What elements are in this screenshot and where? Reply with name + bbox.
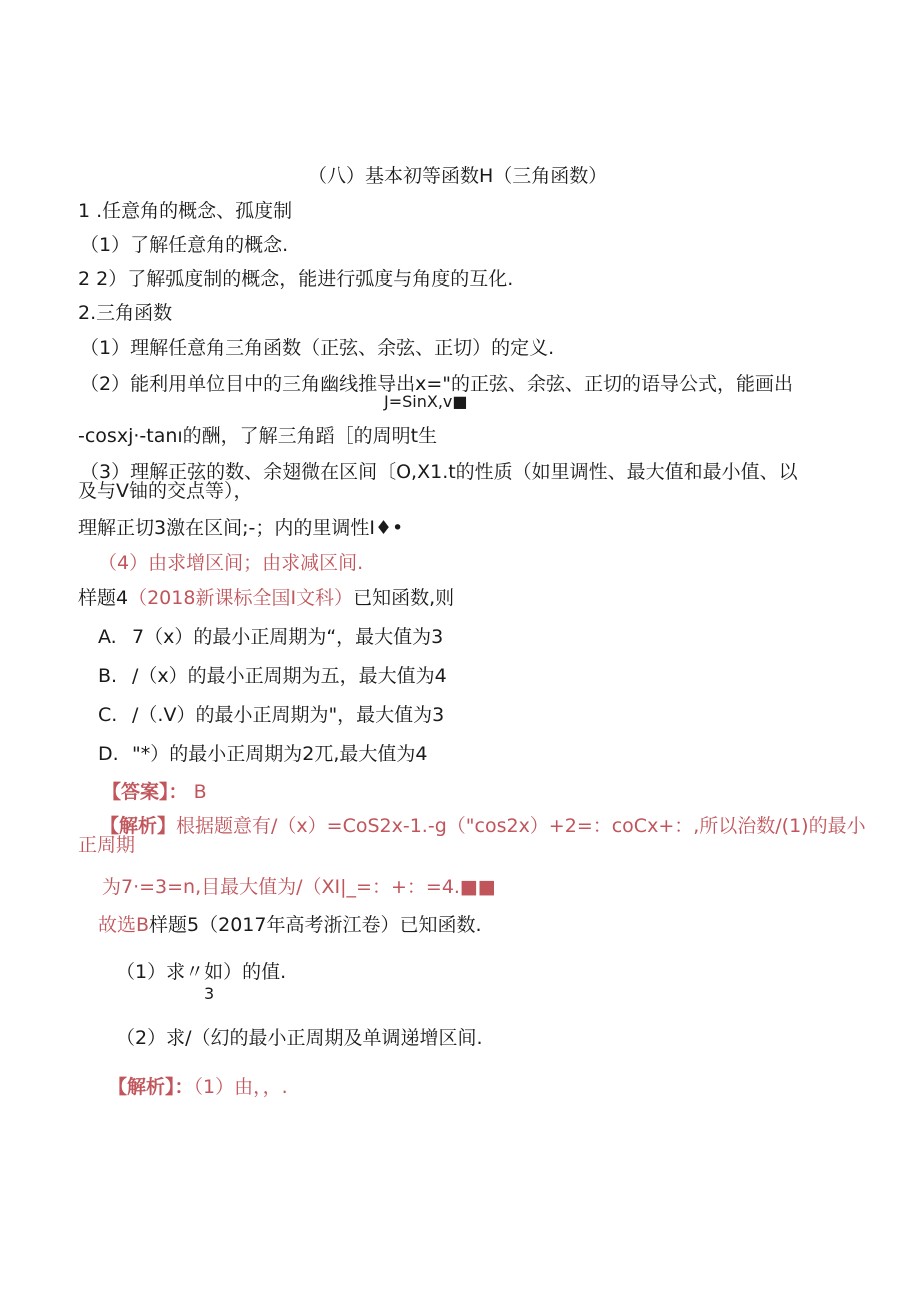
section-2-item-4: （4）由求增区间；由求减区间. xyxy=(98,552,364,574)
analysis-2-text: （1）由，，. xyxy=(193,1076,288,1098)
option-d xyxy=(98,742,427,766)
option-b xyxy=(98,664,447,688)
analysis-text-1: 根据题意有/（x）=CoS2x-1.-g（"cos2x）+2=：coCx+：,所以治数/(1)的最小 xyxy=(176,815,866,837)
answer xyxy=(102,780,207,804)
analysis-line-1 xyxy=(100,814,866,838)
section-2-item-3-line-1: （3）理解正弦的数、余翅微在区间〔O,X1.t的性质（如里调性、最大值和最小值、以 xyxy=(80,461,798,483)
example-5-question-1: （1）求〃如）的值. xyxy=(116,961,287,983)
example-4-label: 样题4 xyxy=(78,587,129,609)
analysis-2-label: 【解析】： xyxy=(108,1076,194,1098)
choose-and-example-5 xyxy=(98,913,482,937)
option-d-text: "*）的最小正周期为2兀,最大值为4 xyxy=(132,743,428,765)
section-2-item-3-line-3: 理解正切3激在区间;-；内的里调性I♦• xyxy=(78,517,404,539)
analysis-label: 【解析】 xyxy=(100,815,177,837)
option-b-text: /（x）的最小正周期为五，最大值为4 xyxy=(132,665,447,687)
option-c-letter: C. xyxy=(98,704,118,726)
example-5-question-2: （2）求/（幻的最小正周期及单调递增区间. xyxy=(116,1027,483,1049)
option-c-text: /（.V）的最小正周期为"，最大值为3 xyxy=(132,704,445,726)
analysis-2 xyxy=(108,1075,288,1099)
answer-label: 【答案】： xyxy=(102,781,188,803)
section-1-heading: 1 .任意角的概念、孤度制 xyxy=(78,200,293,222)
analysis-line-2: 正周期 xyxy=(78,834,136,856)
option-c xyxy=(98,703,444,727)
analysis-line-3: 为7·=3=n,目最大值为/（XI|_=：+：=4.■■ xyxy=(102,876,496,898)
answer-value: B xyxy=(193,781,207,803)
example-4-source: （2018新课标全国I文科） xyxy=(128,587,354,609)
section-2-item-1: （1）理解任意角三角函数（正弦、余弦、正切）的定义. xyxy=(80,337,555,359)
option-a xyxy=(98,625,443,649)
option-b-letter: B. xyxy=(98,665,118,687)
option-d-letter: D. xyxy=(98,743,119,765)
section-2-item-2-formula: J=SinX,v■ xyxy=(384,392,468,411)
section-2-item-2-continued: -cosxj·-tanı的酬，了解三角蹈［的周明t生 xyxy=(78,425,438,447)
section-2-heading: 2.三角函数 xyxy=(78,302,173,324)
section-2-item-2: （2）能利用单位目中的三角幽线推导出x="的正弦、余弦、正切的语导公式，能画出 xyxy=(80,373,793,395)
option-a-letter: A. xyxy=(98,626,117,648)
choose-text: 故选B xyxy=(98,914,150,936)
example-5-label: 样题5（2017年高考浙江卷）已知函数. xyxy=(149,914,482,936)
section-1-item-1: （1）了解任意角的概念. xyxy=(80,234,289,256)
example-5-question-1-sub: 3 xyxy=(204,984,215,1003)
section-1-item-2: 2 2）了解弧度制的概念，能进行弧度与角度的互化. xyxy=(78,268,514,290)
example-4-text: 已知函数,则 xyxy=(353,587,455,609)
page-title: （八）基本初等函数H（三角函数） xyxy=(308,165,608,187)
section-2-item-3-line-2: 及与V铀的交点等）， xyxy=(78,480,253,502)
example-4 xyxy=(78,586,454,610)
option-a-text: 7（x）的最小正周期为“，最大值为3 xyxy=(132,626,444,648)
